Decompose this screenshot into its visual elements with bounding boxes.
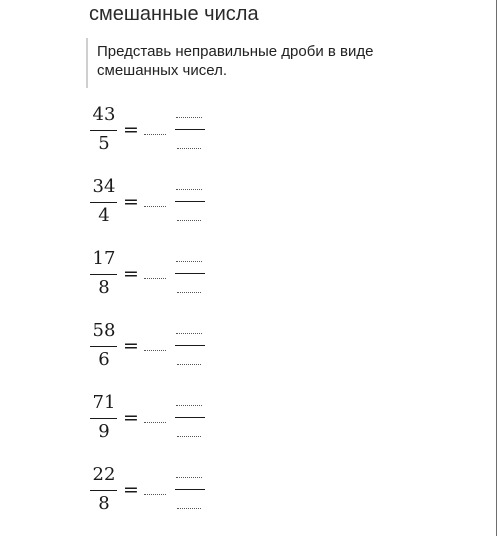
whole-part-blank[interactable] — [144, 278, 166, 279]
task-instruction-text: Представь неправильные дроби в виде смешанных чисел. — [97, 43, 374, 79]
problem-row-2 — [88, 175, 228, 231]
whole-part-blank[interactable] — [144, 206, 166, 207]
equals-sign: = — [123, 335, 139, 357]
answer-denominator-blank[interactable] — [177, 436, 201, 437]
improper-fraction — [88, 463, 120, 519]
answer-fraction-bar — [175, 345, 205, 346]
answer-numerator-blank[interactable] — [176, 477, 202, 478]
answer-denominator-blank[interactable] — [177, 364, 201, 365]
fraction-denominator: 6 — [98, 349, 110, 370]
equals-sign: = — [123, 119, 139, 141]
answer-fraction-bar — [175, 489, 205, 490]
improper-fraction — [88, 175, 120, 231]
improper-fraction — [88, 319, 120, 375]
whole-part-blank[interactable] — [144, 422, 166, 423]
answer-numerator-blank[interactable] — [176, 117, 202, 118]
improper-fraction — [88, 247, 120, 303]
improper-fraction — [88, 103, 120, 159]
answer-fraction-bar — [175, 273, 205, 274]
improper-fraction — [88, 391, 120, 447]
whole-part-blank[interactable] — [144, 134, 166, 135]
fraction-denominator: 4 — [98, 205, 110, 226]
fraction-numerator: 43 — [92, 104, 116, 125]
fraction-denominator: 9 — [98, 421, 110, 442]
answer-denominator-blank[interactable] — [177, 292, 201, 293]
equals-sign: = — [123, 479, 139, 501]
page-edge-divider — [496, 0, 497, 536]
fraction-numerator: 71 — [92, 392, 116, 413]
answer-fraction-bar — [175, 201, 205, 202]
problem-row-1 — [88, 103, 228, 159]
equals-sign: = — [123, 191, 139, 213]
answer-denominator-blank[interactable] — [177, 508, 201, 509]
problem-row-4 — [88, 319, 228, 375]
problem-row-5 — [88, 391, 228, 447]
fraction-numerator: 58 — [92, 320, 116, 341]
fraction-numerator: 34 — [92, 176, 116, 197]
fraction-denominator: 8 — [98, 493, 110, 514]
answer-denominator-blank[interactable] — [177, 220, 201, 221]
answer-numerator-blank[interactable] — [176, 261, 202, 262]
answer-numerator-blank[interactable] — [176, 189, 202, 190]
fraction-denominator: 8 — [98, 277, 110, 298]
whole-part-blank[interactable] — [144, 494, 166, 495]
answer-fraction-bar — [175, 129, 205, 130]
problem-row-6 — [88, 463, 228, 519]
fraction-denominator: 5 — [98, 133, 110, 154]
answer-numerator-blank[interactable] — [176, 333, 202, 334]
fraction-numerator: 22 — [92, 464, 116, 485]
equals-sign: = — [123, 407, 139, 429]
fraction-numerator: 17 — [92, 248, 116, 269]
answer-numerator-blank[interactable] — [176, 405, 202, 406]
whole-part-blank[interactable] — [144, 350, 166, 351]
answer-fraction-bar — [175, 417, 205, 418]
problem-row-3 — [88, 247, 228, 303]
page-title: смешанные числа — [89, 3, 259, 25]
equals-sign: = — [123, 263, 139, 285]
answer-denominator-blank[interactable] — [177, 148, 201, 149]
task-instruction-block — [86, 38, 388, 88]
